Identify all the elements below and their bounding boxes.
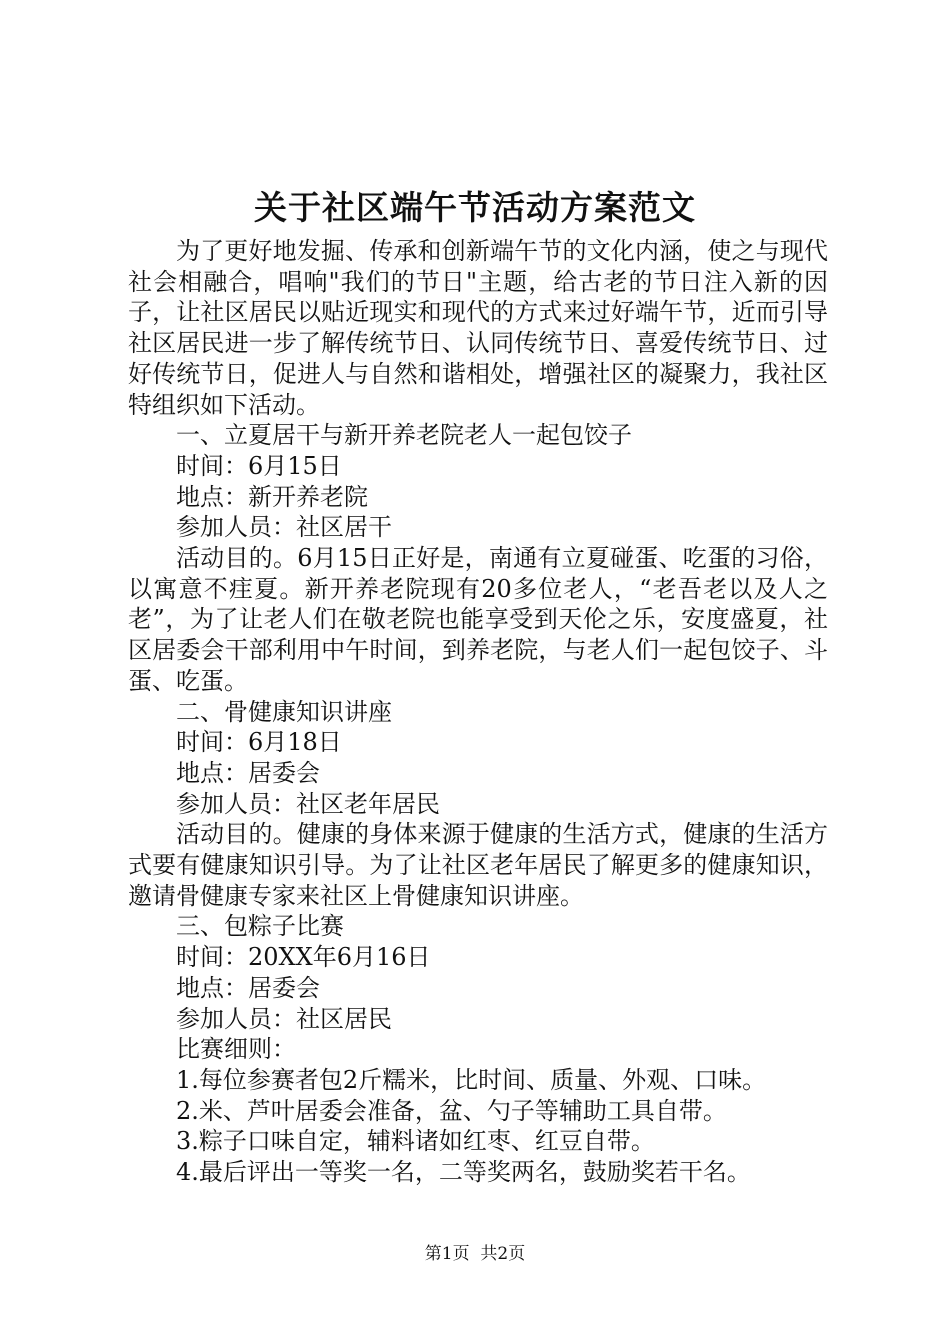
- rule-item: 4.最后评出一等奖一名，二等奖两名，鼓励奖若干名。: [176, 1158, 751, 1187]
- intro-paragraph: 为了更好地发掘、传承和创新端午节的文化内涵，使之与现代社会相融合，唱响"我们的节日"主题，给古老的节日注入新的因子，让社区居民以贴近现实和现代的方式来过好端午节，近而引导社区居民进一步了解传统节日、认同传统节日、喜爱传统节日、过好传统节日，促进人与自然和谐相处，增强社区的凝聚力，我社区特组织如下活动。: [128, 237, 828, 419]
- section3-participants: 参加人员：社区居民: [176, 1004, 392, 1033]
- section1-time: 时间：6月15日: [176, 451, 342, 480]
- document-title: 关于社区端午节活动方案范文: [254, 188, 696, 227]
- page-footer: [0, 1243, 950, 1265]
- section2-participants: 参加人员：社区老年居民: [176, 789, 440, 818]
- section1-participants: 参加人员：社区居干: [176, 513, 392, 542]
- section1-place: 地点：新开养老院: [176, 482, 368, 511]
- section2-purpose: 活动目的。健康的身体来源于健康的生活方式，健康的生活方式要有健康知识引导。为了让社区老年居民了解更多的健康知识，邀请骨健康专家来社区上骨健康知识讲座。: [128, 820, 828, 910]
- section2-time: 时间：6月18日: [176, 728, 342, 757]
- rules-heading: 比赛细则：: [176, 1035, 296, 1064]
- document-body: [128, 236, 828, 1188]
- section2-place: 地点：居委会: [176, 758, 320, 787]
- page-number-current: 第1页: [424, 1244, 470, 1264]
- section2-heading: 二、骨健康知识讲座: [176, 697, 392, 726]
- page-number-total: 共2页: [480, 1244, 526, 1264]
- rule-item: 2.米、芦叶居委会准备，盆、勺子等辅助工具自带。: [176, 1096, 727, 1125]
- section1-purpose: 活动目的。6月15日正好是，南通有立夏碰蛋、吃蛋的习俗，以寓意不疰夏。新开养老院现有20多位老人，“老吾老以及人之老”，为了让老人们在敬老院也能享受到天伦之乐，安度盛夏，社区居委会干部利用中午时间，到养老院，与老人们一起包饺子、斗蛋、吃蛋。: [128, 544, 828, 695]
- section1-heading: 一、立夏居干与新开养老院老人一起包饺子: [176, 421, 632, 450]
- section3-heading: 三、包粽子比赛: [176, 912, 344, 941]
- section3-place: 地点：居委会: [176, 973, 320, 1002]
- rule-item: 1.每位参赛者包2斤糯米，比时间、质量、外观、口味。: [176, 1065, 767, 1094]
- rule-item: 3.粽子口味自定，辅料诸如红枣、红豆自带。: [176, 1127, 655, 1156]
- section3-time: 时间：20XX年6月16日: [176, 943, 431, 972]
